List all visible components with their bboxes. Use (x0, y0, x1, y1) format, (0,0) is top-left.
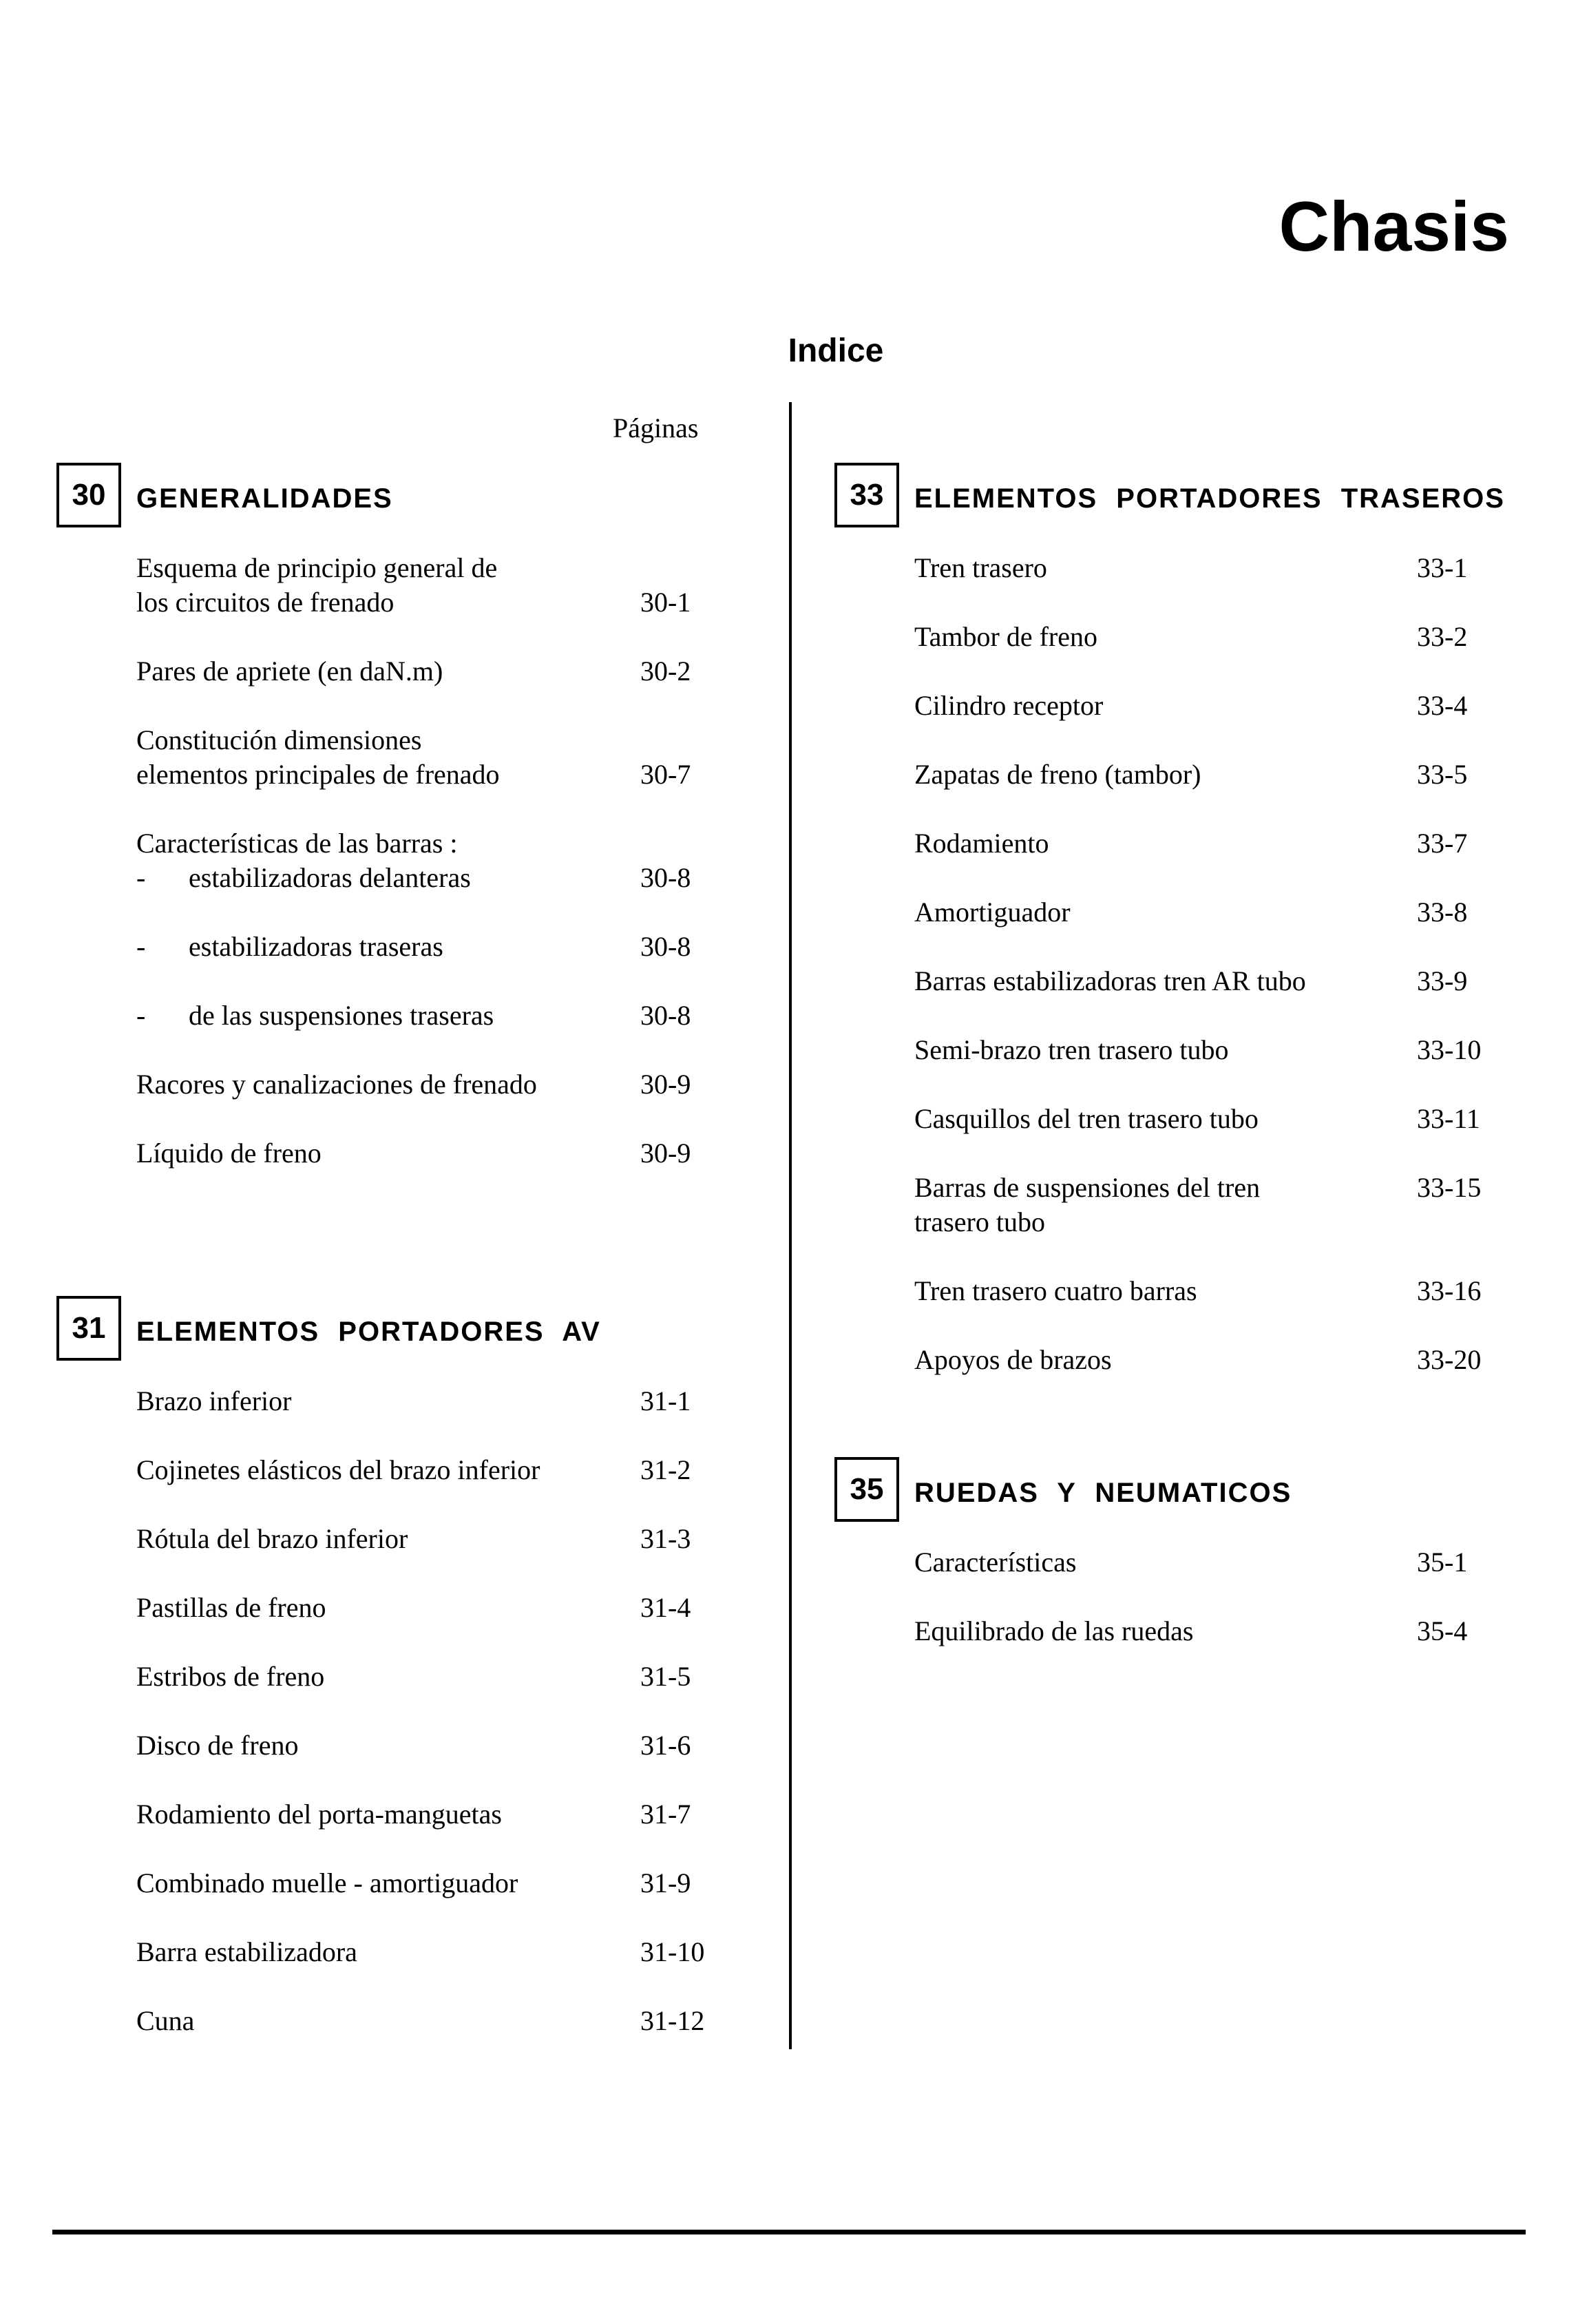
entry-page: 30-9 (640, 1069, 691, 1100)
entry-label: Brazo inferior (136, 1385, 292, 1416)
section-31 (56, 1296, 745, 2053)
entry-label: Disco de freno (136, 1730, 299, 1761)
entry-page: 35-1 (1417, 1547, 1468, 1578)
entry-page: 31-10 (640, 1936, 705, 1967)
section-33 (834, 463, 1564, 1392)
toc-entry-sub[interactable] (136, 998, 691, 1033)
entry-page: 31-12 (640, 2005, 705, 2036)
toc-entry-sub[interactable] (136, 861, 691, 895)
entry-label: Casquillos del tren trasero tubo (914, 1103, 1259, 1134)
section-number-box: 33 (834, 463, 899, 527)
entry-label-line-1: Barras de suspensiones del tren (914, 1172, 1261, 1203)
entry-label: Rodamiento del porta-manguetas (136, 1799, 502, 1830)
entry-label: Semi-brazo tren trasero tubo (914, 1034, 1229, 1065)
entry-label: Tren trasero (914, 552, 1047, 583)
entry-label: Características (914, 1547, 1077, 1578)
entry-label: Equilibrado de las ruedas (914, 1615, 1194, 1646)
entry-page: 31-4 (640, 1592, 691, 1623)
section-title: RUEDAS Y NEUMATICOS (914, 1478, 1292, 1508)
entry-page: 31-1 (640, 1385, 691, 1416)
section-number-box: 31 (56, 1296, 121, 1361)
page-title: Chasis (1279, 187, 1509, 266)
section-header (834, 463, 1564, 532)
toc-entry[interactable] (136, 723, 691, 792)
entry-label: Tren trasero cuatro barras (914, 1275, 1197, 1306)
index-heading: Indice (788, 333, 884, 369)
entry-label-line-2: trasero tubo (914, 1206, 1045, 1237)
toc-entry[interactable] (914, 1171, 1482, 1239)
dash-bullet: - (136, 1000, 146, 1031)
toc-entry[interactable] (136, 654, 691, 689)
entry-page: 31-2 (640, 1454, 691, 1485)
entry-page: 30-8 (640, 862, 691, 893)
entry-page: 30-7 (640, 759, 691, 790)
entry-intro-label: Características de las barras : (136, 828, 458, 859)
entry-page: 30-2 (640, 656, 691, 687)
entry-label: Zapatas de freno (tambor) (914, 759, 1201, 790)
section-number-box: 30 (56, 463, 121, 527)
entry-page: 31-9 (640, 1867, 691, 1898)
entry-label-line-1: Constitución dimensiones (136, 724, 422, 755)
entry-page: 31-7 (640, 1799, 691, 1830)
entry-page: 33-10 (1417, 1034, 1482, 1065)
entry-label: Cuna (136, 2005, 195, 2036)
entry-page: 33-15 (1417, 1172, 1482, 1203)
entry-page: 33-1 (1417, 552, 1468, 583)
entry-page: 35-4 (1417, 1615, 1468, 1646)
entry-label: Líquido de freno (136, 1138, 322, 1169)
entry-page: 33-20 (1417, 1344, 1482, 1375)
toc-entry[interactable] (136, 551, 691, 620)
entry-label-line-2: los circuitos de frenado (136, 587, 394, 618)
section-header (56, 1296, 745, 1365)
entry-page: 30-9 (640, 1138, 691, 1169)
section-title: GENERALIDADES (136, 483, 393, 514)
entry-label-line-1: Esquema de principio general de (136, 552, 498, 583)
entry-label: Estribos de freno (136, 1661, 325, 1692)
entry-page: 31-6 (640, 1730, 691, 1761)
entry-label: estabilizadoras delanteras (189, 862, 471, 893)
entry-page: 31-3 (640, 1523, 691, 1554)
entry-page: 33-16 (1417, 1275, 1482, 1306)
entry-label: Racores y canalizaciones de frenado (136, 1069, 537, 1100)
entry-label-line-2: elementos principales de frenado (136, 759, 500, 790)
entry-label: Cilindro receptor (914, 690, 1104, 721)
pages-column-label: Páginas (613, 412, 699, 443)
entry-page: 33-4 (1417, 690, 1468, 721)
column-divider (789, 402, 792, 2049)
dash-bullet: - (136, 931, 146, 962)
entry-page: 33-7 (1417, 828, 1468, 859)
section-header (834, 1457, 1564, 1526)
entry-label: Rodamiento (914, 828, 1049, 859)
toc-entry-sub[interactable] (136, 930, 691, 964)
entry-label: Combinado muelle - amortiguador (136, 1867, 518, 1898)
toc-entry[interactable] (136, 1136, 691, 1171)
section-number-box: 35 (834, 1457, 899, 1522)
entry-label: Barra estabilizadora (136, 1936, 357, 1967)
entry-page: 30-1 (640, 587, 691, 618)
entry-label: Rótula del brazo inferior (136, 1523, 408, 1554)
entry-label: Cojinetes elásticos del brazo inferior (136, 1454, 540, 1485)
section-35 (834, 1457, 1564, 1698)
section-title: ELEMENTOS PORTADORES AV (136, 1317, 601, 1347)
entry-page: 31-5 (640, 1661, 691, 1692)
dash-bullet: - (136, 862, 146, 893)
bottom-rule (52, 2230, 1526, 2234)
entry-label: Apoyos de brazos (914, 1344, 1112, 1375)
entry-page: 33-8 (1417, 897, 1468, 928)
entry-page: 33-2 (1417, 621, 1468, 652)
entry-page: 30-8 (640, 931, 691, 962)
entry-label: Amortiguador (914, 897, 1071, 928)
entry-page: 33-9 (1417, 965, 1468, 996)
entry-label: Tambor de freno (914, 621, 1097, 652)
toc-entry-group-intro (136, 826, 457, 861)
entry-page: 33-11 (1417, 1103, 1480, 1134)
entry-page: 33-5 (1417, 759, 1468, 790)
section-header (56, 463, 745, 532)
entry-label: Barras estabilizadoras tren AR tubo (914, 965, 1306, 996)
entry-label: de las suspensiones traseras (189, 1000, 494, 1031)
entry-label: estabilizadoras traseras (189, 931, 443, 962)
entry-label: Pares de apriete (en daN.m) (136, 656, 443, 687)
section-title: ELEMENTOS PORTADORES TRASEROS (914, 483, 1505, 514)
toc-entry[interactable] (136, 1067, 691, 1102)
entry-page: 30-8 (640, 1000, 691, 1031)
entry-label: Pastillas de freno (136, 1592, 326, 1623)
section-30 (56, 463, 745, 1220)
